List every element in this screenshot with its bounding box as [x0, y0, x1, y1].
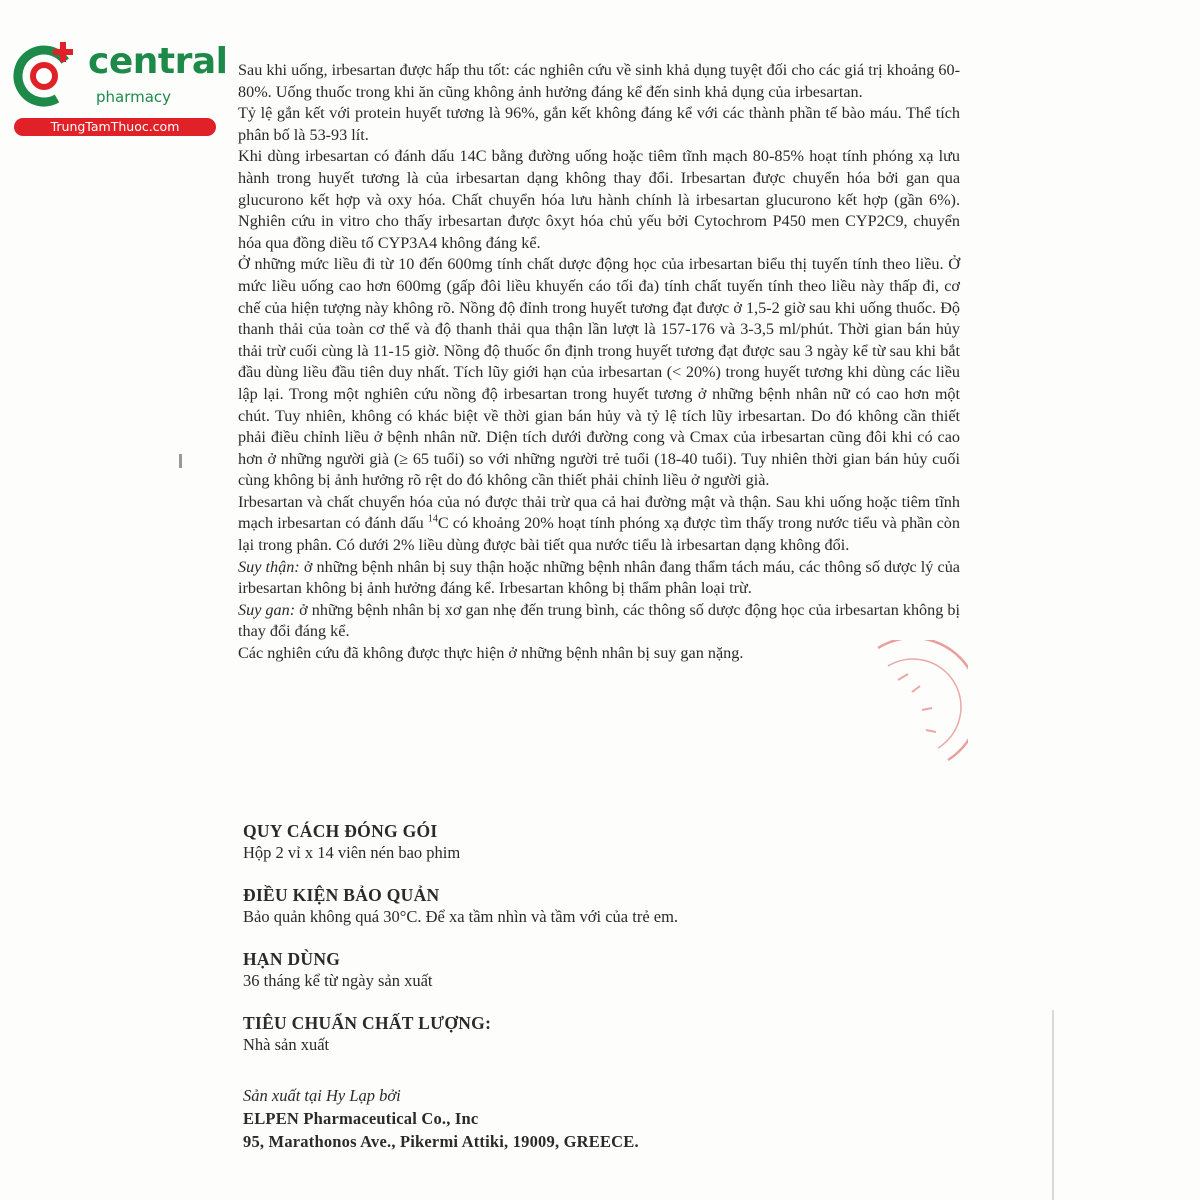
paragraph-metabolism: Khi dùng irbesartan có đánh dấu 14C bằng đường uống hoặc tiêm tĩnh mạch 80-85% hoạt tính phóng xạ lưu hành trong huyết tương là của irbesartan dạng không thay đổi. Irbesartan được chuyển hóa bởi gan qua glucurono kết hợp và oxy hóa. Chất chuyển hóa lưu hành chính là irbesartan glucurono kết hợp (gần 6%). Nghiên cứu in vitro cho thấy irbesartan được ôxyt hóa chủ yếu bởi Cytochrom P450 men CYP2C9, chuyển hóa qua đồng diều tố CYP3A4 không đáng kể.	[238, 147, 960, 252]
paragraph-elimination	[238, 492, 960, 557]
hepatic-text: ở những bệnh nhân bị xơ gan nhẹ đến trung bình, các thông số dược động học của irbesartan không bị thay đổi đáng kể.	[238, 600, 960, 641]
pharmacokinetics-text	[238, 60, 960, 665]
logo-subtitle: pharmacy	[96, 88, 172, 106]
manufacturer-intro: Sản xuất tại Hy Lạp bởi	[243, 1086, 401, 1105]
pharmacy-cross-logo-icon	[10, 38, 82, 110]
section-heading: TIÊU CHUẨN CHẤT LƯỢNG:	[243, 1013, 492, 1033]
red-seal-stamp-icon	[838, 640, 968, 780]
paper-edge-line	[1052, 1010, 1054, 1200]
paragraph-distribution: Tỷ lệ gắn kết với protein huyết tương là 96%, gắn kết không đáng kể với các thành phần tế bào máu. Thể tích phân bố là 53-93 lít.	[238, 104, 960, 144]
elimination-text-a: Irbesartan và chất chuyển hóa của nó được thải trừ qua cả hai đường mật và thận. Sau khi uống hoặc tiêm tĩnh mạch irbesartan có đánh dấu	[238, 492, 960, 533]
hepatic-label: Suy gan:	[238, 600, 296, 619]
section-storage	[243, 884, 943, 928]
section-text: Bảo quản không quá 30°C. Để xa tầm nhìn và tầm với của trẻ em.	[243, 907, 679, 926]
logo-site-banner: TrungTamThuoc.com	[14, 118, 216, 136]
paragraph-renal	[238, 557, 960, 600]
elimination-text-b: C có khoảng 20% hoạt tính phóng xạ được tìm thấy trong nước tiểu và phần còn lại trong phân. Có dưới 2% liều dùng được bài tiết qua nước tiểu là irbesartan dạng không đổi.	[238, 514, 960, 555]
section-quality-standard	[243, 1012, 943, 1056]
paragraph-hepatic	[238, 600, 960, 643]
section-packaging	[243, 820, 943, 864]
section-heading: ĐIỀU KIỆN BẢO QUẢN	[243, 885, 440, 905]
product-info-sections	[243, 820, 943, 1076]
section-shelf-life	[243, 948, 943, 992]
margin-mark	[179, 454, 182, 468]
section-heading: HẠN DÙNG	[243, 949, 341, 969]
section-text: Hộp 2 vỉ x 14 viên nén bao phim	[243, 843, 461, 862]
section-text: 36 tháng kể từ ngày sản xuất	[243, 971, 433, 990]
paragraph-linearity: Ở những mức liều đi từ 10 đến 600mg tính chất dược động học của irbesartan biểu thị tuyến tính theo liều. Ở mức liều uống cao hơn 600mg (gấp đôi liều khuyến cáo tối đa) tính chất tuyến tính theo liều này thấp đi, cơ chế của hiện tượng này không rõ. Nồng độ đỉnh trong huyết tương đạt được ở 1,5-2 giờ sau khi uống thuốc. Độ thanh thải của toàn cơ thể và độ thanh thải qua thận lần lượt là 157-176 và 3-3,5 ml/phút. Thời gian bán hủy thải trừ cuối cùng là 11-15 giờ. Nồng độ thuốc ổn định trong huyết tương đạt được sau 3 ngày kể từ sau khi bắt đầu dùng liều đầu tiên duy nhất. Tích lũy giới hạn của irbesartan (< 20%) trong huyết tương khi dùng các liều lập lại. Trong một nghiên cứu nồng độ irbesartan trong huyết tương ở những bệnh nhân nữ có cao hơn một chút. Tuy nhiên, không có khác biệt về thời gian bán hủy và tỷ lệ tích lũy irbesartan. Do đó không cần thiết phải điều chỉnh liều ở bệnh nhân nữ. Diện tích dưới đường cong và Cmax của irbesartan cũng đôi khi có cao hơn ở những người già (≥ 65 tuổi) so với những người trẻ tuổi (18-40 tuổi). Tuy nhiên thời gian bán hủy cuối cùng không bị ảnh hưởng rõ rệt do đó không cần thiết phải chỉnh liều ở người già.	[238, 255, 960, 490]
section-text: Nhà sản xuất	[243, 1035, 330, 1054]
logo-wordmark: central	[88, 41, 228, 82]
manufacturer-address: 95, Marathonos Ave., Pikermi Attiki, 19009, GREECE.	[243, 1132, 639, 1151]
paragraph-absorption: Sau khi uống, irbesartan được hấp thu tốt: các nghiên cứu về sinh khả dụng tuyệt đối cho các giá trị khoảng 60-80%. Uống thuốc trong khi ăn cũng không ảnh hưởng đáng kể đến sinh khả dụng của irbesartan.	[238, 61, 960, 101]
manufacturer-name: ELPEN Pharmaceutical Co., Inc	[243, 1109, 479, 1128]
renal-text: ở những bệnh nhân bị suy thận hoặc những bệnh nhân đang thẩm tách máu, các thông số dược lý của irbesartan không bị ảnh hưởng đáng kể. Irbesartan không bị thẩm phân loại trừ.	[238, 557, 960, 598]
paragraph-severe-hepatic: Các nghiên cứu đã không được thực hiện ở những bệnh nhân bị suy gan nặng.	[238, 644, 744, 663]
isotope-superscript: 14	[427, 514, 438, 526]
section-heading: QUY CÁCH ĐÓNG GÓI	[243, 821, 438, 841]
manufacturer-block	[243, 1084, 639, 1153]
renal-label: Suy thận:	[238, 557, 300, 576]
central-pharmacy-logo[interactable]	[8, 36, 228, 136]
